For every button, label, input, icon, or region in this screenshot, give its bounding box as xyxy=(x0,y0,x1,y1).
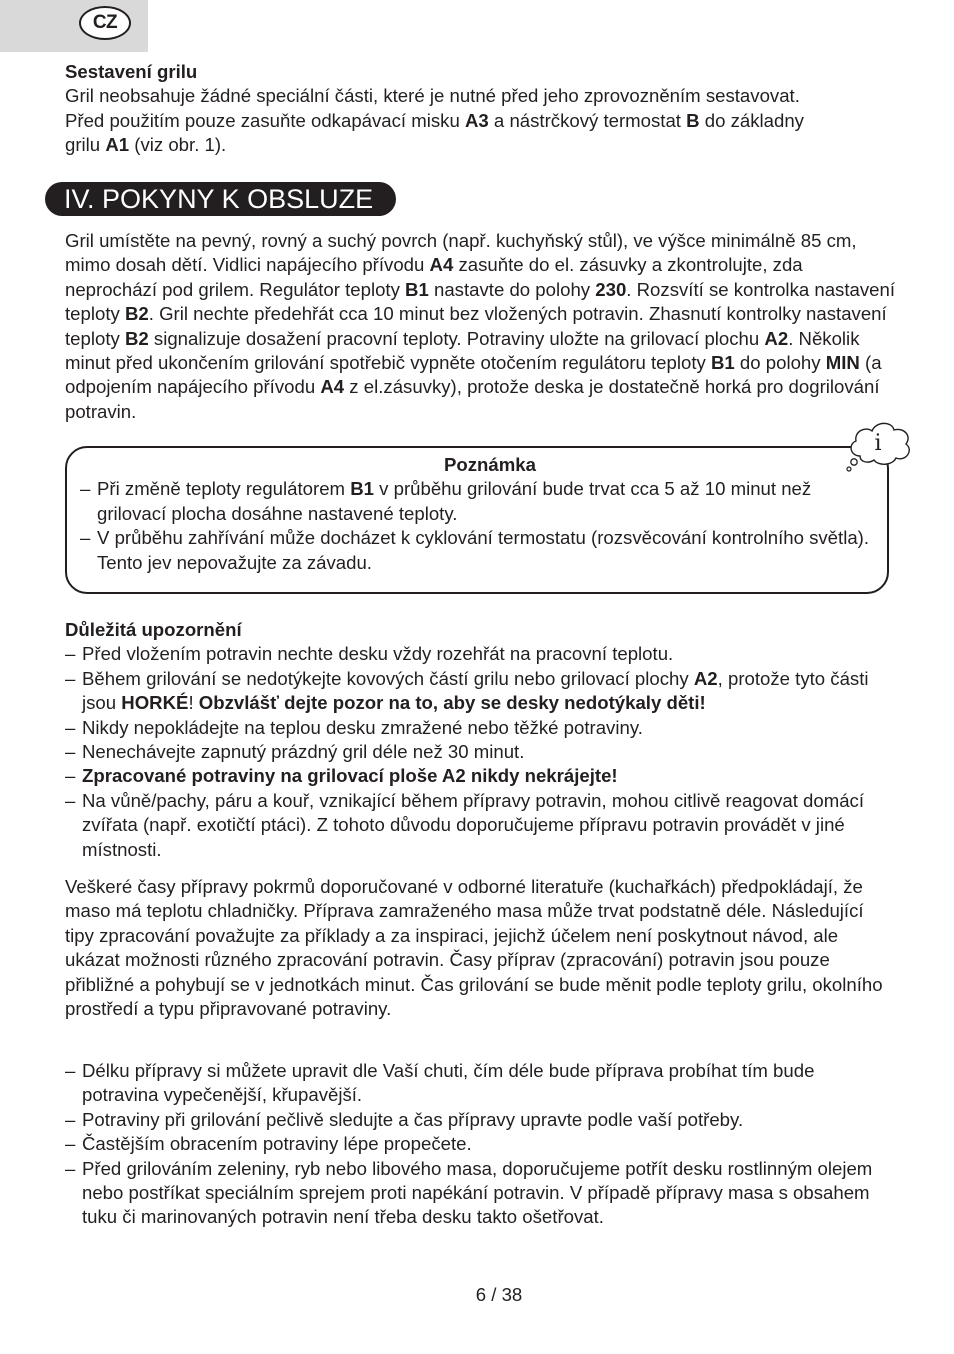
text: Během grilování se nedotýkejte kovových částí grilu nebo grilovací plochy xyxy=(82,667,694,689)
emphasis: HORKÉ xyxy=(121,692,189,714)
page-number: 6 / 38 xyxy=(475,1284,523,1305)
intro-paragraph xyxy=(65,229,895,424)
part-ref: A2 xyxy=(693,667,718,689)
list-item: – Délku přípravy si můžete upravit dle Vaší chuti, čím déle bude příprava probíhat tím bude potravina vypečenější, křupavější. xyxy=(65,1059,895,1108)
part-ref: MIN xyxy=(825,352,860,374)
part-ref: B2 xyxy=(124,327,149,349)
note-title: Poznámka xyxy=(444,454,536,475)
part-ref: A3 xyxy=(464,109,489,131)
list-item: – V průběhu zahřívání může docházet k cyklování termostatu (rozsvěcování kontrolního světla). Tento jev nepovažujte za závadu. xyxy=(80,526,880,575)
warnings-heading: Důležitá upozornění xyxy=(65,619,242,640)
tips-list xyxy=(65,1059,895,1230)
emphasis: Zpracované potraviny na grilovací ploše A2 nikdy nekrájejte! xyxy=(82,765,618,787)
part-ref: A4 xyxy=(320,376,345,398)
list-item: – Nikdy nepokládejte na teplou desku zmražené nebo těžké potraviny. xyxy=(65,716,895,740)
list-item: – Na vůně/pachy, páru a kouř, vznikající během přípravy potravin, mohou citlivě reagovat domácí zvířata (např. exotičtí ptáci). Z tohoto důvodu doporučujeme přípravu potravin provádět v jiné místnosti. xyxy=(65,789,895,862)
warnings-list xyxy=(65,642,895,862)
text: do základny xyxy=(699,109,804,131)
list-item: – Potraviny při grilování pečlivě sledujte a čas přípravy upravte podle vaší potřeby. xyxy=(65,1108,895,1132)
assembly-line-1: Gril neobsahuje žádné speciální části, které je nutné před jeho zprovozněním sestavovat. xyxy=(65,85,800,107)
part-ref: B1 xyxy=(405,278,429,300)
part-ref: B xyxy=(686,109,700,131)
text: grilu xyxy=(65,134,106,156)
part-ref: B1 xyxy=(710,352,735,374)
text: Před použitím pouze zasuňte odkapávací misku xyxy=(65,109,465,131)
emphasis: Obzvlášť dejte pozor na to, aby se desky nedotýkaly děti! xyxy=(198,692,706,714)
info-icon-letter: i xyxy=(874,431,882,456)
list-item xyxy=(80,477,880,526)
part-ref: 230 xyxy=(595,278,627,300)
text: . Rozsvítí se kontrolka nastavení teploty xyxy=(65,278,895,325)
text: . Gril nechte předehřát cca 10 minut bez vložených potravin. Zhasnutí kontrolky nastavení teploty xyxy=(65,303,887,349)
text: signalizuje dosažení pracovní teploty. Potraviny uložte na grilovací plochu xyxy=(148,327,765,349)
note-list xyxy=(80,477,880,575)
part-ref: B1 xyxy=(350,478,374,500)
list-item: – Nenechávejte zapnutý prázdný gril déle než 30 minut. xyxy=(65,740,895,764)
text: a nástrčkový termostat xyxy=(488,109,687,131)
list-item: – Před grilováním zeleniny, ryb nebo libového masa, doporučujeme potřít desku rostlinným olejem nebo postříkat speciálním sprejem proti napékání potravin. V případě přípravy masa s obsahem tuku či marinovaných potravin není třeba desku takto ošetřovat. xyxy=(65,1157,895,1230)
assembly-section xyxy=(65,60,895,158)
text: . Několik minut před ukončením grilování spotřebič vypněte otočením regulátoru teploty xyxy=(65,327,860,374)
part-ref: A4 xyxy=(429,254,454,276)
language-badge: CZ xyxy=(79,6,131,40)
warnings-section xyxy=(65,618,895,862)
text: , protože tyto části jsou xyxy=(82,667,869,714)
text: do polohy xyxy=(734,352,826,374)
assembly-line-3 xyxy=(65,133,895,157)
text: (a odpojením napájecího přívodu xyxy=(65,352,882,398)
text: nastavte do polohy xyxy=(428,278,596,300)
text: (viz obr. 1). xyxy=(129,134,227,156)
assembly-line-2 xyxy=(65,109,895,133)
list-item: – Častějším obracením potraviny lépe propečete. xyxy=(65,1132,895,1156)
part-ref: B2 xyxy=(124,303,149,325)
section-title: IV. POKYNY K OBSLUZE xyxy=(45,182,396,216)
part-ref: A2 xyxy=(764,327,789,349)
part-ref: A1 xyxy=(105,134,130,156)
text: Gril umístěte na pevný, rovný a suchý povrch (např. kuchyňský stůl), ve výšce minimálně 85 cm, mimo dosah dětí. Vidlici napájecího přívodu xyxy=(65,230,857,276)
times-paragraph: Veškeré časy přípravy pokrmů doporučované v odborné literatuře (kuchařkách) předpokládají, že maso má teplotu chladničky. Příprava zamraženého masa může trvat podstatně déle. Následující tipy zpracování považujte za příklady a za inspiraci, jejichž účelem není poskytnout návod, ale ukázat možnosti různého zpracování potravin. Časy příprav (zpracování) potravin jsou pouze přibližné a pohybují se v jednotkách minut. Čas grilování se bude měnit podle teploty grilu, okolního prostředí a typu připravované potraviny. xyxy=(65,876,883,1020)
list-item: – Před vložením potravin nechte desku vždy rozehřát na pracovní teplotu. xyxy=(65,642,895,666)
text: Při změně teploty regulátorem xyxy=(97,478,351,500)
text: z el.zásuvky), protože deska je dostatečně horká pro dogrilování potravin. xyxy=(65,376,880,422)
text: zasuňte do el. zásuvky a zkontrolujte, zda neprochází pod grilem. Regulátor teploty xyxy=(65,254,803,300)
assembly-heading: Sestavení grilu xyxy=(65,61,198,82)
list-item xyxy=(65,667,895,716)
note-content xyxy=(80,453,880,575)
text: v průběhu grilování bude trvat cca 5 až 10 minut než grilovací plocha dosáhne nastavené teploty. xyxy=(97,478,812,524)
list-item xyxy=(65,764,895,788)
text: ! xyxy=(188,692,199,714)
